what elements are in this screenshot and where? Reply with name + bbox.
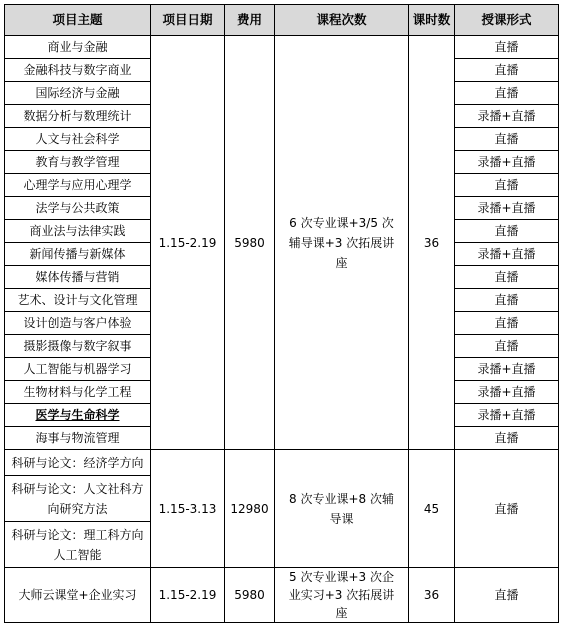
header-hours: 课时数	[409, 5, 455, 36]
topic-cell: 数据分析与数理统计	[5, 105, 151, 128]
format-cell: 直播	[455, 266, 559, 289]
header-date: 项目日期	[151, 5, 225, 36]
format-cell: 直播	[455, 82, 559, 105]
topic-cell: 国际经济与金融	[5, 82, 151, 105]
course-schedule-table	[4, 4, 559, 623]
header-topic: 项目主题	[5, 5, 151, 36]
header-fee: 费用	[225, 5, 275, 36]
fee-cell: 5980	[225, 36, 275, 450]
topic-cell: 科研与论文：经济学方向	[5, 450, 151, 476]
topic-cell: 艺术、设计与文化管理	[5, 289, 151, 312]
topic-cell: 法学与公共政策	[5, 197, 151, 220]
format-cell: 录播+直播	[455, 151, 559, 174]
format-cell: 直播	[455, 289, 559, 312]
table-row	[5, 36, 559, 59]
sessions-cell: 6 次专业课+3/5 次辅导课+3 次拓展讲座	[275, 36, 409, 450]
topic-cell: 科研与论文：理工科方向人工智能	[5, 522, 151, 568]
fee-cell: 5980	[225, 568, 275, 623]
table-row	[5, 450, 559, 476]
sessions-cell: 8 次专业课+8 次辅导课	[275, 450, 409, 568]
hours-cell: 36	[409, 568, 455, 623]
format-cell: 直播	[455, 220, 559, 243]
topic-cell: 心理学与应用心理学	[5, 174, 151, 197]
header-sessions: 课程次数	[275, 5, 409, 36]
format-cell: 直播	[455, 335, 559, 358]
format-cell: 直播	[455, 450, 559, 568]
format-cell: 直播	[455, 36, 559, 59]
format-cell: 直播	[455, 174, 559, 197]
format-cell: 录播+直播	[455, 358, 559, 381]
format-cell: 录播+直播	[455, 381, 559, 404]
header-format: 授课形式	[455, 5, 559, 36]
topic-cell: 教育与教学管理	[5, 151, 151, 174]
topic-cell: 摄影摄像与数字叙事	[5, 335, 151, 358]
format-cell: 录播+直播	[455, 197, 559, 220]
format-cell: 录播+直播	[455, 105, 559, 128]
format-cell: 直播	[455, 59, 559, 82]
format-cell: 录播+直播	[455, 404, 559, 427]
topic-cell: 科研与论文：人文社科方向研究方法	[5, 476, 151, 522]
topic-cell: 人工智能与机器学习	[5, 358, 151, 381]
topic-cell: 新闻传播与新媒体	[5, 243, 151, 266]
topic-cell: 医学与生命科学	[5, 404, 151, 427]
topic-cell: 海事与物流管理	[5, 427, 151, 450]
format-cell: 直播	[455, 427, 559, 450]
table-row	[5, 568, 559, 623]
fee-cell: 12980	[225, 450, 275, 568]
format-cell: 录播+直播	[455, 243, 559, 266]
date-cell: 1.15-2.19	[151, 568, 225, 623]
topic-cell: 商业法与法律实践	[5, 220, 151, 243]
topic-cell: 人文与社会科学	[5, 128, 151, 151]
topic-cell: 生物材料与化学工程	[5, 381, 151, 404]
hours-cell: 36	[409, 36, 455, 450]
date-cell: 1.15-2.19	[151, 36, 225, 450]
format-cell: 直播	[455, 568, 559, 623]
hours-cell: 45	[409, 450, 455, 568]
topic-cell: 金融科技与数字商业	[5, 59, 151, 82]
format-cell: 直播	[455, 312, 559, 335]
topic-cell: 商业与金融	[5, 36, 151, 59]
header-row	[5, 5, 559, 36]
topic-cell: 设计创造与客户体验	[5, 312, 151, 335]
topic-cell: 媒体传播与营销	[5, 266, 151, 289]
date-cell: 1.15-3.13	[151, 450, 225, 568]
format-cell: 直播	[455, 128, 559, 151]
topic-cell: 大师云课堂+企业实习	[5, 568, 151, 623]
sessions-cell: 5 次专业课+3 次企业实习+3 次拓展讲座	[275, 568, 409, 623]
